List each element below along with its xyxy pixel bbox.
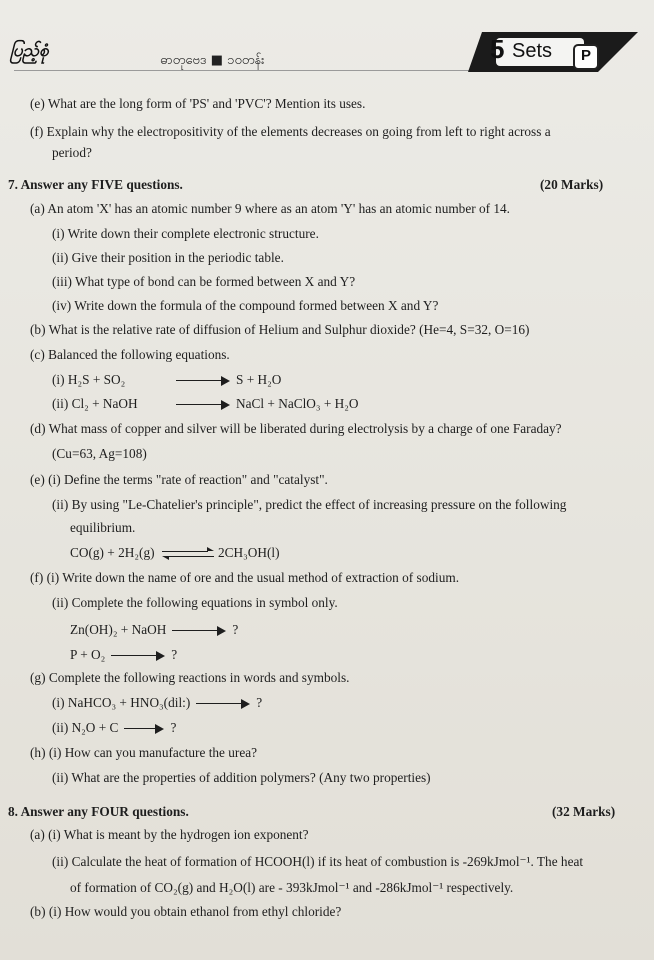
- question-line: (ii) By using "Le-Chatelier's principle", predict the effect of increasing pressure on the following: [52, 497, 567, 512]
- question-line: equilibrium.: [70, 520, 136, 535]
- reaction-arrow: [196, 699, 250, 709]
- question-line: (iii) What type of bond can be formed between X and Y?: [52, 274, 356, 289]
- equation-products: ?: [256, 695, 263, 710]
- equation-products: S + H₂O: [236, 372, 282, 387]
- question-line: period?: [52, 145, 92, 160]
- question-line: (g) Complete the following reactions in words and symbols.: [30, 670, 350, 685]
- header-subtitle: ဓာတုဗေဒ ■ ၁၀တန်း: [160, 53, 265, 68]
- reaction-arrow: [172, 626, 226, 636]
- question-line: (c) Balanced the following equations.: [30, 347, 230, 362]
- equation-line: [52, 720, 176, 736]
- equation-products: NaCl + NaClO₃ + H₂O: [236, 396, 359, 411]
- equation-line: [70, 647, 177, 663]
- equation-products: 2CH₃OH(l): [218, 545, 280, 560]
- reaction-arrow: [124, 724, 164, 734]
- equation-reactants: (ii) N₂O + C: [52, 720, 119, 735]
- question-line: (ii) Complete the following equations in symbol only.: [52, 595, 338, 610]
- reaction-arrow: [176, 376, 230, 386]
- equation-reactants: CO(g) + 2H₂(g): [70, 545, 155, 560]
- page-header: [0, 0, 654, 82]
- equation-line: [52, 695, 262, 711]
- equation-reactants: (i) H₂S + SO₂: [52, 372, 126, 387]
- question-line: (ii) What are the properties of addition polymers? (Any two properties): [52, 770, 431, 785]
- equation-products: ?: [171, 647, 178, 662]
- question-line: (a) An atom 'X' has an atomic number 9 where as an atom 'Y' has an atomic number of 14.: [30, 201, 511, 216]
- equation-products: ?: [170, 720, 177, 735]
- equation-reactants: (i) NaHCO₃ + HNO₃(dil:): [52, 695, 191, 710]
- question-line: (ii) Give their position in the periodic table.: [52, 250, 284, 265]
- equation-products: ?: [232, 622, 239, 637]
- question-line: (f) Explain why the electropositivity of the elements decreases on going from left to right across a: [30, 124, 551, 139]
- question-line: of formation of CO₂(g) and H₂O(l) are - 393kJmol⁻¹ and -286kJmol⁻¹ respectively.: [70, 880, 514, 895]
- publisher-brand: ပြည့်စုံ: [10, 41, 49, 61]
- equation-reactants: Zn(OH)₂ + NaOH: [70, 622, 167, 637]
- sets-badge-number: 5: [490, 34, 505, 64]
- question-line: (ii) Calculate the heat of formation of HCOOH(l) if its heat of combustion is -269kJmol⁻¹. The heat: [52, 854, 584, 869]
- question-line: (f) (i) Write down the name of ore and the usual method of extraction of sodium.: [30, 570, 460, 585]
- question-line: (b) (i) How would you obtain ethanol from ethyl chloride?: [30, 904, 342, 919]
- section-marks: (20 Marks): [540, 177, 604, 192]
- equation-line: [52, 396, 359, 412]
- question-line: (Cu=63, Ag=108): [52, 446, 147, 461]
- question-line: (h) (i) How can you manufacture the urea?: [30, 745, 258, 760]
- question-line: (a) (i) What is meant by the hydrogen ion exponent?: [30, 827, 309, 842]
- question-line: (iv) Write down the formula of the compound formed between X and Y?: [52, 298, 439, 313]
- question-line: (e) What are the long form of 'PS' and 'PVC'? Mention its uses.: [30, 96, 366, 111]
- section-heading: 7. Answer any FIVE questions.: [8, 177, 183, 192]
- equilibrium-arrow: [162, 548, 214, 560]
- header-rule: [14, 70, 484, 71]
- section-marks: (32 Marks): [552, 804, 616, 819]
- sets-badge-label: Sets: [512, 40, 553, 62]
- section-heading: 8. Answer any FOUR questions.: [8, 804, 189, 819]
- sets-badge-letter: P: [573, 44, 599, 70]
- question-line: (b) What is the relative rate of diffusion of Helium and Sulphur dioxide? (He=4, S=32, O=16): [30, 322, 530, 337]
- equation-line: [52, 372, 281, 388]
- question-line: (i) Write down their complete electronic structure.: [52, 226, 319, 241]
- question-line: (d) What mass of copper and silver will be liberated during electrolysis by a charge of one Faraday?: [30, 421, 562, 436]
- equation-line: [70, 622, 238, 638]
- reaction-arrow: [176, 400, 230, 410]
- reaction-arrow: [111, 651, 165, 661]
- question-line: (e) (i) Define the terms "rate of reaction" and "catalyst".: [30, 472, 328, 487]
- equation-reactants: (ii) Cl₂ + NaOH: [52, 396, 138, 411]
- equilibrium-equation: [70, 545, 280, 561]
- equation-reactants: P + O₂: [70, 647, 106, 662]
